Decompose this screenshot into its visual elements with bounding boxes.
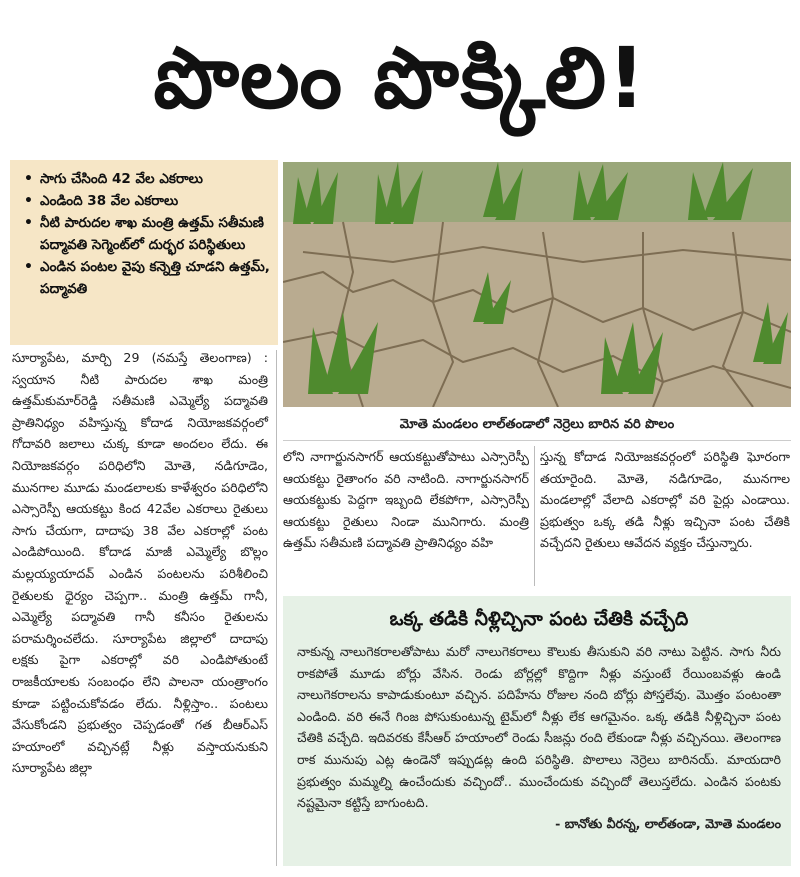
article-column-3 bbox=[540, 446, 790, 554]
bullet-icon: • bbox=[24, 215, 33, 231]
bullet-icon: • bbox=[24, 259, 33, 275]
article-text: లోని నాగార్జునసాగర్ ఆయకట్టుతోపాటు ఎస్సారెస్పీ ఆయకట్టు రైతాంగం వరి నాటింది. నాగార్జునసాగర్ ఆయకట్టుకు పెద్దగా ఇబ్బంది లేకపోగా, ఎస్సారెస్పీ ఆయకట్టు రైతులు నిండా మునిగారు. మంత్రి ఉత్తమ్ సతీమణి పద్మావతి ప్రాతినిధ్యం వహి bbox=[283, 449, 529, 551]
photo-caption: మోతె మండలం లాల్‌తండాలో నెర్రెలు బారిన వరి పొలం bbox=[283, 410, 791, 441]
column-divider bbox=[276, 350, 277, 866]
highlight-item: • సాగు చేసింది 42 వేల ఎకరాలు bbox=[24, 168, 270, 190]
highlight-item: • నీటి పారుదల శాఖ మంత్రి ఉత్తమ్ సతీమణి పద్మావతి సెగ్మెంట్‌లో దుర్భర పరిస్థితులు bbox=[24, 212, 270, 256]
article-column-1 bbox=[12, 347, 268, 779]
quote-title: ఒక్క తడికి నీళ్లిచ్చినా పంట చేతికి వచ్చేది bbox=[389, 608, 689, 630]
highlight-item: • ఎండింది 38 వేల ఎకరాలు bbox=[24, 190, 270, 212]
farmer-quote-box bbox=[283, 596, 791, 866]
quote-signature: - బానోతు వీరన్న, లాల్‌తండా, మోతె మండలం bbox=[555, 815, 781, 831]
cracked-field-image bbox=[283, 162, 791, 407]
column-divider bbox=[534, 446, 535, 586]
headline: పొలం పొక్కిలి! bbox=[153, 28, 647, 127]
article-column-2 bbox=[283, 446, 529, 554]
dry-field-photo bbox=[283, 162, 791, 407]
article-text: సూర్యాపేట, మార్చి 29 (నమస్తే తెలంగాణ) : స్వయాన నీటి పారుదల శాఖ మంత్రి ఉత్తమ్‌కుమార్‌రెడ్డి సతీమణి ఎమ్మెల్యే పద్మావతి ప్రాతినిధ్యం వహిస్తున్న కోదాడ నియోజకవర్గంలో గోదావరి జలాలు చుక్క కూడా అందలం లేదు. ఈ నియోజకవర్గం పరిధిలోని మోతె, నడిగూడెం, మునగాల మూడు మండలాలకు కాళేశ్వరం పరిధిలోని ఎస్సారెస్పీ ఆయకట్టు కింద 42వేల ఎకరాలు రైతులు సాగు చేయగా, దాదాపు 38 వేల ఎకరాల్లో పంట ఎండిపోయింది. కోదాడ మాజీ ఎమ్మెల్యే బొల్లం మల్లయ్యయాదవ్ ఎండిన పంటలను పరిశీలించి రైతులకు ధైర్యం చెప్పగా.. మంత్రి ఉత్తమ్ గానీ, ఎమ్మెల్యే పద్మావతి గానీ కనీసం రైతులను పరామర్శించలేదు. సూర్యాపేట జిల్లాలో దాదాపు లక్షకు పైగా ఎకరాల్లో వరి ఎండిపోతుంటే రాజకీయాలకు సంబంధం లేని పాలనా యంత్రాంగం కూడా పట్టించుకోవడం లేదు. నీళ్లిస్తాం.. పంటలు వేసుకోండని ప్రభుత్వం చెప్పడంతో గత బీఆర్‌ఎస్ హయాంలో వచ్చినట్లే నీళ్లు వస్తాయనుకుని సూర్యాపేట జిల్లా bbox=[12, 350, 268, 776]
highlights-box bbox=[10, 160, 278, 345]
bullet-icon: • bbox=[24, 171, 33, 187]
bullet-icon: • bbox=[24, 193, 33, 209]
article-text: స్తున్న కోదాడ నియోజకవర్గంలో పరిస్థితి ఘోరంగా తయారైంది. మోతె, నడిగూడెం, మునగాల మండలాల్లో వేలాది ఎకరాల్లో వరి పైర్లు ఎండాయి. ప్రభుత్వం ఒక్క తడి నీళ్లు ఇచ్చినా పంట చేతికి వచ్చేదని రైతులు ఆవేదన వ్యక్తం చేస్తున్నారు. bbox=[540, 449, 790, 551]
highlight-item: • ఎండిన పంటల వైపు కన్నెత్తి చూడని ఉత్తమ్, పద్మావతి bbox=[24, 256, 270, 300]
quote-text: నాకున్న నాలుగెకరాలతోపాటు మరో నాలుగెకరాలు కౌలుకు తీసుకుని వరి నాటు పెట్టిన. సాగు నీరు రాకపోతే మూడు బోర్లు వేసిన. రెండు బోర్లల్లో కొద్దిగా నీళ్లు వస్తుంటే రేయింబవళ్లు ఉండి నాలుగెకరాలను కాపాడుకుంటూ వచ్చిన. పదిహేను రోజుల నంది బోర్లు పోస్తలేవు. మొత్తం పంటంతా ఎండింది. వరి ఈనే గింజ పోసుకుంటున్న టైమ్‌లో నీళ్లు లేక ఆగమైనం. ఒక్క తడికి నీళ్లిచ్చినా పంట చేతికి వచ్చేది. ఇదివరకు కేసీఆర్ హయాంలో రెండు సీజన్లు రంది లేకుండా నీళ్లు వచ్చినయి. తెలంగాణ రాక మునుపు ఎట్ల ఉండెనో ఇప్పుడట్ల ఉంది పరిస్థితి. పొలాలు నెర్రెలు బారినయ్. మాయదారి ప్రభుత్వం మమ్మల్ని ఉంచేందుకు వచ్చిందో.. ముంచేందుకు వచ్చిందో తెలుస్తలేదు. ఎండిన పంటకు నష్టమైనా కట్టిస్తే బాగుంటది. bbox=[297, 644, 781, 811]
